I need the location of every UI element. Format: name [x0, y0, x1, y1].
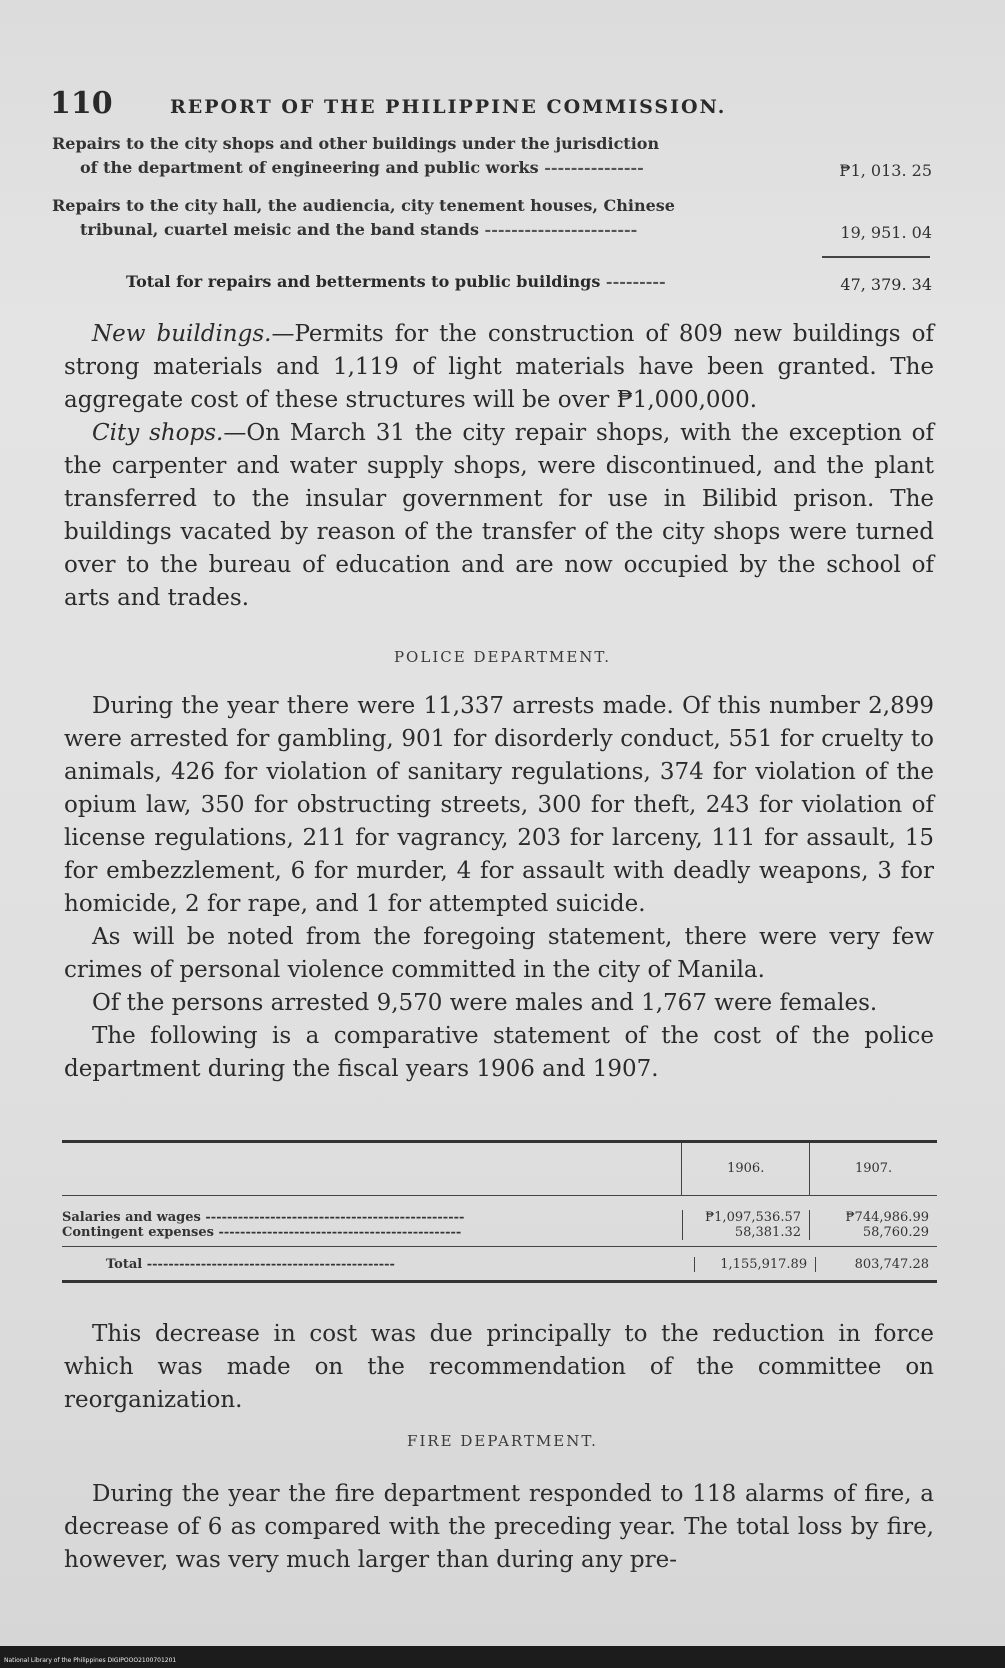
table-row: Contingent expenses --------------------------------------------- 58,381.32 58,760.29	[62, 1225, 937, 1240]
ledger-item: Repairs to the city hall, the audiencia, city tenement houses, Chinese tribunal, cuartel meisic and the band stands ----------------------- 19, 951. 04	[52, 196, 932, 242]
paragraph: During the year the fire department responded to 118 alarms of fire, a decrease of 6 as compared with the preceding year. The total loss by fire, however, was very much larger than during any pre-	[64, 1481, 934, 1573]
scan-footer-stamp: National Library of the Philippines DIGIPOOO2100701201	[4, 1657, 177, 1664]
ledger-item-amount: 19, 951. 04	[840, 223, 932, 242]
ledger-item-amount: ₱1, 013. 25	[839, 161, 932, 180]
total-1907: 803,747.28	[854, 1257, 929, 1272]
repairs-ledger	[52, 132, 932, 256]
ledger-item-line1: Repairs to the city hall, the audiencia, city tenement houses, Chinese	[52, 196, 675, 215]
police-cost-table	[62, 1140, 937, 1283]
ledger-total-label: Total for repairs and betterments to public buildings	[126, 272, 601, 291]
ledger-total: Total for repairs and betterments to public buildings --------- 47, 379. 34	[126, 272, 932, 294]
police-section	[64, 690, 934, 1086]
paragraph: During the year there were 11,337 arrests made. Of this number 2,899 were arrested for gambling, 901 for disorderly conduct, 551 for cruelty to animals, 426 for violation of sanitary regulations, 374 for violation of the opium law, 350 for obstructing streets, 300 for theft, 243 for violation of license regulations, 211 for vagrancy, 203 for larceny, 111 for assault, 15 for embezzlement, 6 for murder, 4 for assault with deadly weapons, 3 for homicide, 2 for rape, and 1 for attempted suicide.	[64, 693, 934, 917]
ledger-item-line2: tribunal, cuartel meisic and the band stands	[80, 220, 479, 239]
paragraph: New buildings.—Permits for the construction of 809 new buildings of strong materials and 1,119 of light materials have been granted. The aggregate cost of these structures will be over ₱1,000,000.	[64, 321, 935, 413]
ledger-item: Repairs to the city shops and other buildings under the jurisdiction of the department of engineering and public works --------------- ₱1, 013. 25	[52, 134, 932, 180]
total-1906: 1,155,917.89	[695, 1257, 816, 1272]
table-header	[62, 1143, 937, 1196]
ledger-total-amount: 47, 379. 34	[840, 275, 932, 294]
row-label: Contingent expenses	[62, 1225, 214, 1240]
column-header-1906: 1906.	[682, 1143, 810, 1195]
after-table-section	[64, 1318, 934, 1417]
page-number: 110	[50, 86, 113, 121]
cell-1906: 58,381.32	[683, 1225, 810, 1240]
paragraph: As will be noted from the foregoing statement, there were very few crimes of personal violence committed in the city of Manila.	[64, 924, 934, 983]
table-total-row: Total ---------------------------------------------- 1,155,917.89 803,747.28	[62, 1246, 937, 1280]
cell-1906: ₱1,097,536.57	[683, 1210, 810, 1225]
page-header	[50, 86, 950, 121]
table-row: Salaries and wages ------------------------------------------------ ₱1,097,536.57 ₱744,986.99	[62, 1210, 937, 1225]
paragraph: City shops.—On March 31 the city repair shops, with the exception of the carpenter and water supply shops, were discontinued, and the plant transferred to the insular government for use in Bilibid prison. The buildings vacated by reason of the transfer of the city shops were turned over to the bureau of education and are now occupied by the school of arts and trades.	[64, 420, 934, 611]
cell-1907: ₱744,986.99	[845, 1210, 929, 1225]
paragraph: Of the persons arrested 9,570 were males and 1,767 were females.	[92, 990, 878, 1016]
section-heading-fire: FIRE DEPARTMENT.	[407, 1432, 598, 1450]
section-heading-police: POLICE DEPARTMENT.	[393, 648, 612, 666]
paragraph: This decrease in cost was due principally to the reduction in force which was made on the recommendation of the committee on reorganization.	[64, 1321, 934, 1413]
row-label: Salaries and wages	[62, 1210, 201, 1225]
paragraph-lead: City shops.	[92, 420, 224, 446]
column-header-1907: 1907.	[854, 1161, 893, 1176]
fire-section	[64, 1478, 934, 1577]
running-title: REPORT OF THE PHILIPPINE COMMISSION.	[170, 96, 727, 118]
ledger-item-line1: Repairs to the city shops and other buildings under the jurisdiction	[52, 134, 660, 153]
cell-1907: 58,760.29	[862, 1225, 929, 1240]
ledger-item-line2: of the department of engineering and public works	[80, 158, 539, 177]
buildings-section	[64, 318, 934, 615]
paragraph-lead: New buildings.	[92, 321, 272, 347]
paragraph: The following is a comparative statement of the cost of the police department during the fiscal years 1906 and 1907.	[64, 1023, 934, 1082]
ledger-sum-rule	[822, 256, 930, 258]
total-label: Total	[106, 1257, 143, 1272]
